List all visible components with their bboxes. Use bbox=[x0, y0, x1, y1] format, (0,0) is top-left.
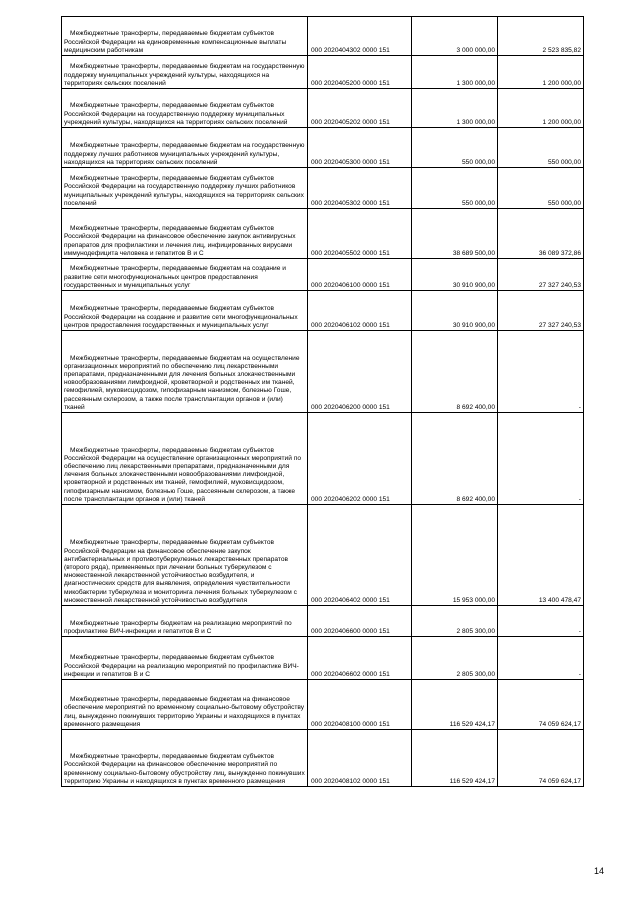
row-plan: 30 910 900,00 bbox=[412, 291, 498, 331]
page-number: 14 bbox=[594, 866, 605, 876]
row-exec: - bbox=[498, 413, 584, 505]
row-exec: 27 327 240,53 bbox=[498, 259, 584, 291]
row-code: 000 2020406202 0000 151 bbox=[308, 413, 412, 505]
row-exec: 13 400 478,47 bbox=[498, 505, 584, 606]
row-name: Межбюджетные трансферты, передаваемые бюджетам субъектов Российской Федерации на единовременные компенсационные выплаты медицинским работникам bbox=[62, 17, 308, 56]
row-plan: 116 529 424,17 bbox=[412, 730, 498, 787]
row-name: Межбюджетные трансферты, передаваемые бюджетам на создание и развитие сети многофункциональных центров предоставления государственных и муниципальных услуг bbox=[62, 259, 308, 291]
row-name: Межбюджетные трансферты, передаваемые бюджетам субъектов Российской Федерации на осуществление организационных мероприятий по обеспечению лиц лекарственными препаратами, предназначенными для лечения больных злокачественными новообразованиями лимфоидной, кроветворной и родственных им тканей, гемофилией, муковисцидозом, гипофизарным нанизмом, болезнью Гоше, рассеянным склерозом, а также после трансплантации органов и (или) тканей bbox=[62, 413, 308, 505]
row-plan: 116 529 424,17 bbox=[412, 680, 498, 730]
row-plan: 30 910 900,00 bbox=[412, 259, 498, 291]
row-exec: 36 089 372,86 bbox=[498, 209, 584, 259]
row-plan: 1 300 000,00 bbox=[412, 56, 498, 89]
table-row bbox=[62, 291, 584, 331]
row-name: Межбюджетные трансферты, передаваемые бюджетам субъектов Российской Федерации на финансовое обеспечение мероприятий по временному социально-бытовому обустройству лиц, вынужденно покинувших территорию Украины и находящихся в пунктах временного размещения bbox=[62, 730, 308, 787]
table-row bbox=[62, 168, 584, 209]
row-exec: 27 327 240,53 bbox=[498, 291, 584, 331]
table-row bbox=[62, 413, 584, 505]
table-row bbox=[62, 56, 584, 89]
row-code: 000 2020406600 0000 151 bbox=[308, 606, 412, 637]
row-plan: 8 692 400,00 bbox=[412, 331, 498, 413]
row-name: Межбюджетные трансферты бюджетам на реализацию мероприятий по профилактике ВИЧ-инфекции и гепатитов В и С bbox=[62, 606, 308, 637]
row-name: Межбюджетные трансферты, передаваемые бюджетам субъектов Российской Федерации на реализацию мероприятий по профилактике ВИЧ-инфекции и гепатитов В и С bbox=[62, 637, 308, 680]
table-row bbox=[62, 128, 584, 168]
row-name: Межбюджетные трансферты, передаваемые бюджетам субъектов Российской Федерации на государственную поддержку муниципальных учреждений культуры, находящихся на территориях сельских поселений bbox=[62, 89, 308, 128]
budget-table bbox=[61, 16, 584, 787]
row-code: 000 2020405302 0000 151 bbox=[308, 168, 412, 209]
row-exec: - bbox=[498, 331, 584, 413]
table-row bbox=[62, 331, 584, 413]
table-row bbox=[62, 505, 584, 606]
row-plan: 550 000,00 bbox=[412, 168, 498, 209]
row-code: 000 2020405202 0000 151 bbox=[308, 89, 412, 128]
row-code: 000 2020406200 0000 151 bbox=[308, 331, 412, 413]
row-exec: 550 000,00 bbox=[498, 128, 584, 168]
row-code: 000 2020408102 0000 151 bbox=[308, 730, 412, 787]
row-exec: 74 059 624,17 bbox=[498, 680, 584, 730]
row-code: 000 2020405300 0000 151 bbox=[308, 128, 412, 168]
table-row bbox=[62, 17, 584, 56]
row-code: 000 2020406602 0000 151 bbox=[308, 637, 412, 680]
row-name: Межбюджетные трансферты, передаваемые бюджетам субъектов Российской Федерации на государственную поддержку лучших работников муниципальных учреждений культуры, находящихся на территориях сельских поселений bbox=[62, 168, 308, 209]
row-plan: 15 953 000,00 bbox=[412, 505, 498, 606]
row-exec: 2 523 835,82 bbox=[498, 17, 584, 56]
row-exec: - bbox=[498, 637, 584, 680]
row-code: 000 2020406402 0000 151 bbox=[308, 505, 412, 606]
row-plan: 1 300 000,00 bbox=[412, 89, 498, 128]
row-code: 000 2020408100 0000 151 bbox=[308, 680, 412, 730]
row-plan: 8 692 400,00 bbox=[412, 413, 498, 505]
table-row bbox=[62, 680, 584, 730]
row-code: 000 2020406100 0000 151 bbox=[308, 259, 412, 291]
row-name: Межбюджетные трансферты, передаваемые бюджетам субъектов Российской Федерации на финансовое обеспечение закупок антивирусных препаратов для профилактики и лечения лиц, инфицированных вирусами иммунодефицита человека и гепатитов В и С bbox=[62, 209, 308, 259]
row-code: 000 2020405502 0000 151 bbox=[308, 209, 412, 259]
row-exec: 74 059 624,17 bbox=[498, 730, 584, 787]
row-name: Межбюджетные трансферты, передаваемые бюджетам на государственную поддержку лучших работников муниципальных учреждений культуры, находящихся на территориях сельских поселений bbox=[62, 128, 308, 168]
row-exec: 1 200 000,00 bbox=[498, 89, 584, 128]
table-row bbox=[62, 89, 584, 128]
row-name: Межбюджетные трансферты, передаваемые бюджетам субъектов Российской Федерации на создание и развитие сети многофункциональных центров предоставления государственных и муниципальных услуг bbox=[62, 291, 308, 331]
row-code: 000 2020404302 0000 151 bbox=[308, 17, 412, 56]
row-plan: 550 000,00 bbox=[412, 128, 498, 168]
row-name: Межбюджетные трансферты, передаваемые бюджетам на государственную поддержку муниципальных учреждений культуры, находящихся на территориях сельских поселений bbox=[62, 56, 308, 89]
table-row bbox=[62, 606, 584, 637]
row-plan: 38 689 500,00 bbox=[412, 209, 498, 259]
row-plan: 3 000 000,00 bbox=[412, 17, 498, 56]
row-name: Межбюджетные трансферты, передаваемые бюджетам на осуществление организационных мероприятий по обеспечению лиц лекарственными препаратами, предназначенными для лечения больных злокачественными новообразованиями лимфоидной, кроветворной и родственных им тканей, гемофилией, муковисцидозом, гипофизарным нанизмом, болезнью Гоше, рассеянным склерозом, а также после трансплантации органов и (или) тканей bbox=[62, 331, 308, 413]
row-plan: 2 805 300,00 bbox=[412, 637, 498, 680]
row-name: Межбюджетные трансферты, передаваемые бюджетам на финансовое обеспечение мероприятий по временному социально-бытовому обустройству лиц, вынужденно покинувших территорию Украины и находящихся в пунктах временного размещения bbox=[62, 680, 308, 730]
table-row bbox=[62, 259, 584, 291]
row-code: 000 2020405200 0000 151 bbox=[308, 56, 412, 89]
row-plan: 2 805 300,00 bbox=[412, 606, 498, 637]
table-row bbox=[62, 209, 584, 259]
table-row bbox=[62, 730, 584, 787]
row-exec: 550 000,00 bbox=[498, 168, 584, 209]
table-row bbox=[62, 637, 584, 680]
row-exec: - bbox=[498, 606, 584, 637]
row-name: Межбюджетные трансферты, передаваемые бюджетам субъектов Российской Федерации на финансовое обеспечение закупок антибактериальных и противотуберкулезных лекарственных препаратов (второго ряда), применяемых при лечении больных туберкулезом с множественной лекарственной устойчивостью возбудителя, и диагностических средств для выявления, определения чувствительности микобактерии туберкулеза и мониторинга лечения больных туберкулезом с множественной лекарственной устойчивостью возбудителя bbox=[62, 505, 308, 606]
row-exec: 1 200 000,00 bbox=[498, 56, 584, 89]
row-code: 000 2020406102 0000 151 bbox=[308, 291, 412, 331]
